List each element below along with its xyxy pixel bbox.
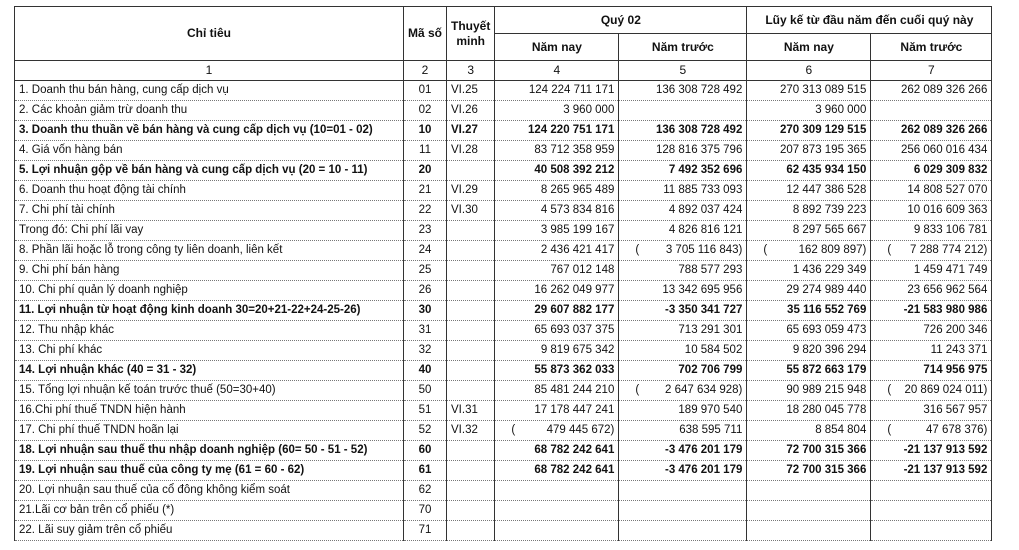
table-row: [15, 221, 992, 241]
header-ma-so: Mã số: [404, 7, 447, 61]
row-value-q-now: 4 573 834 816: [495, 201, 619, 221]
row-value-ytd-prev: [871, 501, 992, 521]
row-value-q-prev: 11 885 733 093: [619, 181, 747, 201]
row-value-ytd-prev: [871, 381, 992, 401]
row-note: VI.26: [447, 101, 495, 121]
row-note: VI.28: [447, 141, 495, 161]
row-label: 16.Chi phí thuế TNDN hiện hành: [15, 401, 404, 421]
row-value-q-now: 17 178 447 241: [495, 401, 619, 421]
row-value-q-prev: 136 308 728 492: [619, 81, 747, 101]
row-value-ytd-prev: 262 089 326 266: [871, 81, 992, 101]
table-row: [15, 81, 992, 101]
table-row: [15, 121, 992, 141]
header-thuyet-minh: [447, 7, 495, 61]
row-note: [447, 161, 495, 181]
row-label: 5. Lợi nhuận gộp về bán hàng và cung cấp dịch vụ (20 = 10 - 11): [15, 161, 404, 181]
row-value-q-now: 68 782 242 641: [495, 461, 619, 481]
table-row: [15, 421, 992, 441]
negative-paren: (: [887, 384, 892, 396]
row-note: VI.25: [447, 81, 495, 101]
row-value-q-now: 85 481 244 210: [495, 381, 619, 401]
row-code: 02: [404, 101, 447, 121]
row-value-ytd-now: 8 854 804: [747, 421, 871, 441]
row-value-ytd-prev: 1 459 471 749: [871, 261, 992, 281]
row-value-ytd-prev: 9 833 106 781: [871, 221, 992, 241]
table-row: [15, 241, 992, 261]
row-value-ytd-now: [747, 241, 871, 261]
row-value-q-now: 83 712 358 959: [495, 141, 619, 161]
row-value-q-prev: 128 816 375 796: [619, 141, 747, 161]
row-code: 31: [404, 321, 447, 341]
row-value-q-prev: 13 342 695 956: [619, 281, 747, 301]
negative-paren: (: [887, 424, 892, 436]
table-row: [15, 361, 992, 381]
col-number: 6: [747, 61, 871, 81]
row-value-ytd-now: 72 700 315 366: [747, 461, 871, 481]
row-value-ytd-prev: [871, 521, 992, 541]
row-label: 11. Lợi nhuận từ hoạt động kinh doanh 30=20+21-22+24-25-26): [15, 301, 404, 321]
row-code: 61: [404, 461, 447, 481]
row-label: 10. Chi phí quản lý doanh nghiệp: [15, 281, 404, 301]
row-value-q-prev: 702 706 799: [619, 361, 747, 381]
row-label: 6. Doanh thu hoạt động tài chính: [15, 181, 404, 201]
header-ytd-nam-truoc: Năm trước: [871, 34, 992, 61]
negative-value: 3 705 116 843): [665, 244, 743, 256]
row-value-ytd-now: 29 274 989 440: [747, 281, 871, 301]
income-statement: [14, 6, 992, 541]
row-label: 17. Chi phí thuế TNDN hoãn lại: [15, 421, 404, 441]
row-value-q-prev: [619, 501, 747, 521]
row-value-ytd-prev: 6 029 309 832: [871, 161, 992, 181]
row-value-ytd-now: 18 280 045 778: [747, 401, 871, 421]
row-value-q-prev: [619, 241, 747, 261]
table-row: [15, 281, 992, 301]
row-code: 60: [404, 441, 447, 461]
row-value-q-now: 55 873 362 033: [495, 361, 619, 381]
row-value-ytd-now: [747, 521, 871, 541]
row-note: [447, 501, 495, 521]
col-number: 5: [619, 61, 747, 81]
row-code: 10: [404, 121, 447, 141]
row-value-ytd-prev: [871, 421, 992, 441]
row-note: VI.30: [447, 201, 495, 221]
header-q-nam-nay: Năm nay: [495, 34, 619, 61]
table-row: [15, 341, 992, 361]
row-note: [447, 441, 495, 461]
row-value-ytd-now: 65 693 059 473: [747, 321, 871, 341]
row-value-ytd-prev: 23 656 962 564: [871, 281, 992, 301]
row-value-ytd-now: 35 116 552 769: [747, 301, 871, 321]
row-value-q-prev: 638 595 711: [619, 421, 747, 441]
row-value-q-prev: -3 476 201 179: [619, 441, 747, 461]
row-note: VI.29: [447, 181, 495, 201]
row-value-ytd-prev: -21 137 913 592: [871, 461, 992, 481]
row-value-ytd-now: 90 989 215 948: [747, 381, 871, 401]
row-value-ytd-prev: 10 016 609 363: [871, 201, 992, 221]
row-value-ytd-prev: 316 567 957: [871, 401, 992, 421]
table-row: [15, 461, 992, 481]
row-value-q-now: 767 012 148: [495, 261, 619, 281]
col-number: 1: [15, 61, 404, 81]
negative-value: 20 869 024 011): [904, 384, 988, 396]
row-value-q-prev: [619, 381, 747, 401]
negative-paren: (: [887, 244, 892, 256]
row-label: 14. Lợi nhuận khác (40 = 31 - 32): [15, 361, 404, 381]
row-code: 11: [404, 141, 447, 161]
row-value-q-prev: 7 492 352 696: [619, 161, 747, 181]
row-value-ytd-now: 55 872 663 179: [747, 361, 871, 381]
row-code: 62: [404, 481, 447, 501]
row-label: Trong đó: Chi phí lãi vay: [15, 221, 404, 241]
row-value-q-now: 65 693 037 375: [495, 321, 619, 341]
row-value-q-now: [495, 501, 619, 521]
row-value-ytd-prev: 256 060 016 434: [871, 141, 992, 161]
table-row: [15, 101, 992, 121]
row-code: 21: [404, 181, 447, 201]
negative-paren: (: [511, 424, 516, 436]
row-note: VI.31: [447, 401, 495, 421]
row-note: [447, 361, 495, 381]
row-label: 2. Các khoản giảm trừ doanh thu: [15, 101, 404, 121]
row-value-ytd-now: 3 960 000: [747, 101, 871, 121]
row-value-ytd-prev: [871, 101, 992, 121]
table-row: [15, 201, 992, 221]
row-value-ytd-now: [747, 481, 871, 501]
row-value-ytd-prev: 262 089 326 266: [871, 121, 992, 141]
row-value-q-now: 3 985 199 167: [495, 221, 619, 241]
row-value-q-prev: 136 308 728 492: [619, 121, 747, 141]
row-code: 23: [404, 221, 447, 241]
table-row: [15, 521, 992, 541]
col-number: 7: [871, 61, 992, 81]
row-label: 3. Doanh thu thuần về bán hàng và cung cấp dịch vụ (10=01 - 02): [15, 121, 404, 141]
table-row: [15, 481, 992, 501]
table-row: [15, 301, 992, 321]
row-note: [447, 261, 495, 281]
row-label: 8. Phần lãi hoặc lỗ trong công ty liên doanh, liên kết: [15, 241, 404, 261]
row-value-ytd-prev: -21 583 980 986: [871, 301, 992, 321]
row-label: 13. Chi phí khác: [15, 341, 404, 361]
table-row: [15, 261, 992, 281]
negative-value: 162 809 897): [798, 244, 867, 256]
row-value-ytd-now: 270 313 089 515: [747, 81, 871, 101]
row-value-ytd-now: 12 447 386 528: [747, 181, 871, 201]
row-value-q-now: [495, 521, 619, 541]
row-value-ytd-now: 9 820 396 294: [747, 341, 871, 361]
row-value-ytd-prev: 726 200 346: [871, 321, 992, 341]
row-label: 18. Lợi nhuận sau thuế thu nhập doanh nghiệp (60= 50 - 51 - 52): [15, 441, 404, 461]
row-note: [447, 341, 495, 361]
row-code: 26: [404, 281, 447, 301]
row-value-q-prev: -3 476 201 179: [619, 461, 747, 481]
row-code: 20: [404, 161, 447, 181]
row-value-q-now: 2 436 421 417: [495, 241, 619, 261]
col-number: 4: [495, 61, 619, 81]
header-chi-tieu: Chỉ tiêu: [15, 7, 404, 61]
income-statement-table: [14, 6, 992, 541]
row-value-q-prev: 189 970 540: [619, 401, 747, 421]
row-value-ytd-prev: [871, 241, 992, 261]
row-label: 22. Lãi suy giảm trên cổ phiếu: [15, 521, 404, 541]
row-code: 01: [404, 81, 447, 101]
row-value-q-now: 16 262 049 977: [495, 281, 619, 301]
row-value-ytd-now: [747, 501, 871, 521]
negative-value: 479 445 672): [546, 424, 615, 436]
row-value-ytd-prev: 11 243 371: [871, 341, 992, 361]
row-value-ytd-now: 8 892 739 223: [747, 201, 871, 221]
header-luy-ke: Lũy kế từ đầu năm đến cuối quý này: [747, 7, 992, 34]
negative-value: 7 288 774 212): [909, 244, 988, 256]
row-code: 71: [404, 521, 447, 541]
row-value-q-now: 68 782 242 641: [495, 441, 619, 461]
row-value-ytd-now: 1 436 229 349: [747, 261, 871, 281]
row-note: [447, 301, 495, 321]
row-note: [447, 221, 495, 241]
row-code: 32: [404, 341, 447, 361]
row-label: 9. Chi phí bán hàng: [15, 261, 404, 281]
row-value-ytd-now: 72 700 315 366: [747, 441, 871, 461]
row-label: 21.Lãi cơ bản trên cổ phiếu (*): [15, 501, 404, 521]
row-value-ytd-prev: 714 956 975: [871, 361, 992, 381]
row-value-q-now: 124 220 751 171: [495, 121, 619, 141]
row-label: 7. Chi phí tài chính: [15, 201, 404, 221]
row-label: 20. Lợi nhuận sau thuế của cổ đông không kiểm soát: [15, 481, 404, 501]
row-label: 1. Doanh thu bán hàng, cung cấp dịch vụ: [15, 81, 404, 101]
row-code: 30: [404, 301, 447, 321]
row-note: [447, 481, 495, 501]
table-row: [15, 381, 992, 401]
table-row: [15, 141, 992, 161]
row-value-q-prev: 10 584 502: [619, 341, 747, 361]
header-thuyet-minh-text: Thuyết minh: [451, 18, 491, 48]
table-row: [15, 501, 992, 521]
row-label: 12. Thu nhập khác: [15, 321, 404, 341]
row-value-q-now: 29 607 882 177: [495, 301, 619, 321]
row-value-q-prev: 4 826 816 121: [619, 221, 747, 241]
row-code: 52: [404, 421, 447, 441]
row-value-q-now: [495, 481, 619, 501]
row-note: [447, 241, 495, 261]
row-code: 22: [404, 201, 447, 221]
row-note: [447, 381, 495, 401]
row-note: VI.27: [447, 121, 495, 141]
row-value-q-prev: [619, 481, 747, 501]
header-ytd-nam-nay: Năm nay: [747, 34, 871, 61]
row-note: VI.32: [447, 421, 495, 441]
table-row: [15, 181, 992, 201]
row-note: [447, 521, 495, 541]
negative-value: 47 678 376): [925, 424, 988, 436]
row-label: 4. Giá vốn hàng bán: [15, 141, 404, 161]
row-code: 25: [404, 261, 447, 281]
negative-paren: (: [635, 384, 640, 396]
header-q-nam-truoc: Năm trước: [619, 34, 747, 61]
row-value-ytd-prev: 14 808 527 070: [871, 181, 992, 201]
row-label: 19. Lợi nhuận sau thuế của công ty mẹ (61 = 60 - 62): [15, 461, 404, 481]
row-value-q-now: 8 265 965 489: [495, 181, 619, 201]
row-code: 51: [404, 401, 447, 421]
row-value-q-now: 9 819 675 342: [495, 341, 619, 361]
row-code: 70: [404, 501, 447, 521]
header-quy: Quý 02: [495, 7, 747, 34]
row-value-ytd-now: 270 309 129 515: [747, 121, 871, 141]
table-row: [15, 161, 992, 181]
row-value-ytd-now: 207 873 195 365: [747, 141, 871, 161]
row-value-q-prev: 713 291 301: [619, 321, 747, 341]
row-value-q-now: 124 224 711 171: [495, 81, 619, 101]
row-value-ytd-prev: -21 137 913 592: [871, 441, 992, 461]
row-note: [447, 461, 495, 481]
col-number: 2: [404, 61, 447, 81]
col-number: 3: [447, 61, 495, 81]
row-label: 15. Tổng lợi nhuận kế toán trước thuế (50=30+40): [15, 381, 404, 401]
row-value-q-prev: [619, 521, 747, 541]
row-value-q-now: 40 508 392 212: [495, 161, 619, 181]
table-row: [15, 401, 992, 421]
row-code: 40: [404, 361, 447, 381]
row-value-ytd-prev: [871, 481, 992, 501]
row-value-q-now: [495, 421, 619, 441]
table-body: [15, 81, 992, 541]
row-note: [447, 321, 495, 341]
row-note: [447, 281, 495, 301]
negative-paren: (: [763, 244, 768, 256]
row-value-ytd-now: 62 435 934 150: [747, 161, 871, 181]
row-code: 24: [404, 241, 447, 261]
row-value-q-prev: 4 892 037 424: [619, 201, 747, 221]
row-value-ytd-now: 8 297 565 667: [747, 221, 871, 241]
negative-value: 2 647 634 928): [664, 384, 743, 396]
row-value-q-prev: [619, 101, 747, 121]
row-value-q-now: 3 960 000: [495, 101, 619, 121]
table-row: [15, 441, 992, 461]
row-value-q-prev: 788 577 293: [619, 261, 747, 281]
row-value-q-prev: -3 350 341 727: [619, 301, 747, 321]
negative-paren: (: [635, 244, 640, 256]
row-code: 50: [404, 381, 447, 401]
table-row: [15, 321, 992, 341]
